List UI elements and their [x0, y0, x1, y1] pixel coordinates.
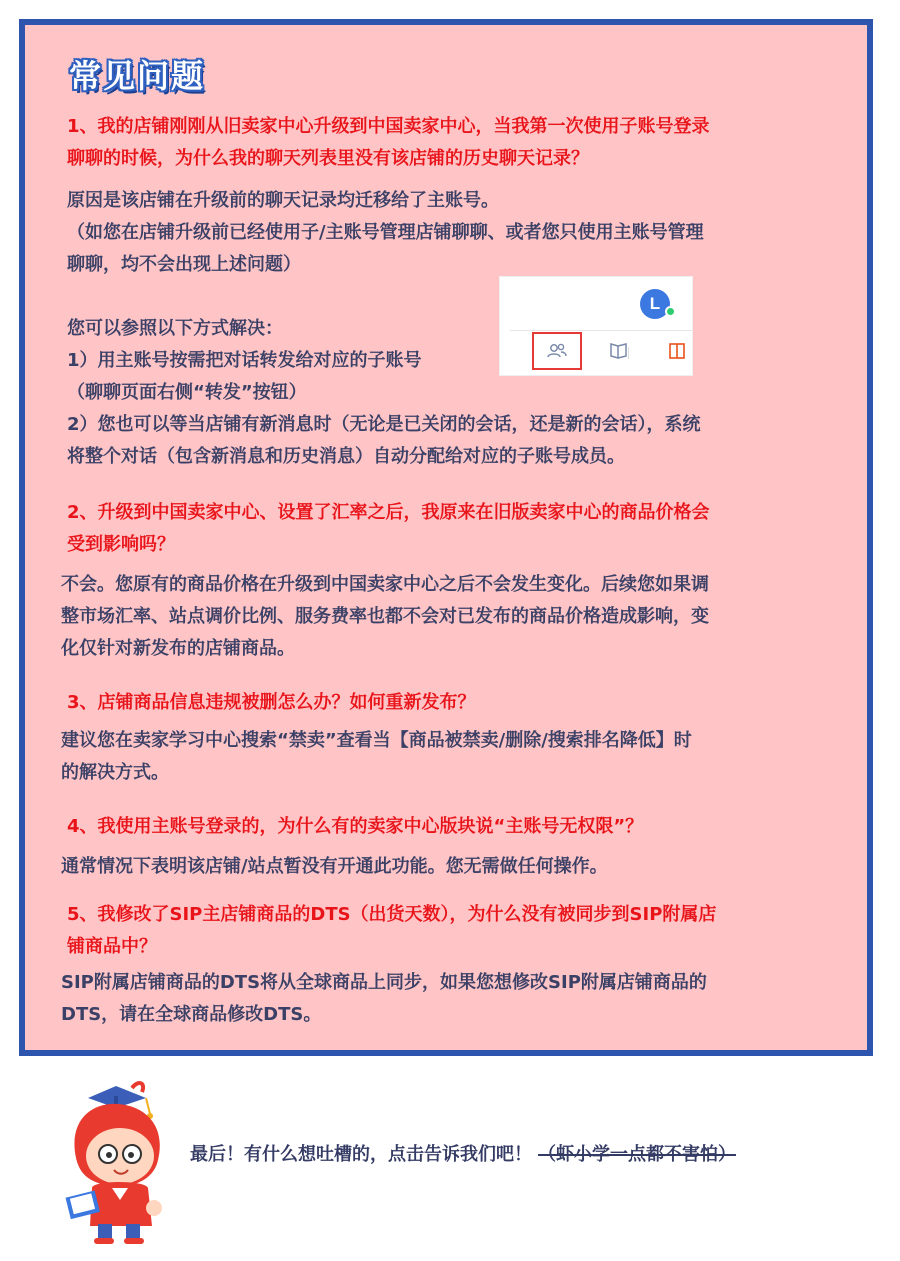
faq-question-4: 4、我使用主账号登录的，为什么有的卖家中心版块说“主账号无权限”？ — [67, 816, 644, 837]
toolbar-separator — [628, 347, 629, 359]
faq-panel — [19, 19, 873, 1056]
faq-answer-4: 通常情况下表明该店铺/站点暂没有开通此功能。您无需做任何操作。 — [61, 856, 608, 877]
faq-answer-1-line-2: （如您在店铺升级前已经使用子/主账号管理店铺聊聊、或者您只使用主账号管理 — [67, 222, 704, 243]
faq-question-2-line-2: 受到影响吗？ — [67, 534, 175, 555]
online-status-dot — [665, 306, 676, 317]
faq-answer-2-line-3: 化仅针对新发布的店铺商品。 — [61, 638, 295, 659]
faq-answer-1-line-3: 聊聊，均不会出现上述问题） — [67, 254, 301, 275]
page-title: 常见问题 — [69, 57, 206, 95]
footer-text: 最后！有什么想吐槽的，点击告诉我们吧！ — [190, 1144, 532, 1165]
faq-answer-3-line-2: 的解决方式。 — [61, 762, 169, 783]
transfer-users-icon[interactable] — [546, 341, 568, 361]
faq-answer-2-line-2: 整市场汇率、站点调价比例、服务费率也都不会对已发布的商品价格造成影响，变 — [61, 606, 709, 627]
faq-solution-line-2: 1）用主账号按需把对话转发给对应的子账号 — [67, 350, 422, 371]
footer-message[interactable] — [190, 1140, 736, 1166]
faq-solution-line-3: （聊聊页面右侧“转发”按钮） — [67, 382, 307, 403]
book-icon[interactable] — [608, 341, 630, 361]
faq-question-5-line-2: 铺商品中？ — [67, 936, 157, 957]
faq-question-5-line-1: 5、我修改了SIP主店铺商品的DTS（出货天数），为什么没有被同步到SIP附属店 — [67, 904, 717, 925]
faq-answer-5-line-1: SIP附属店铺商品的DTS将从全球商品上同步，如果您想修改SIP附属店铺商品的 — [61, 972, 707, 993]
faq-question-3: 3、店铺商品信息违规被删怎么办？如何重新发布？ — [67, 692, 476, 713]
faq-answer-2-line-1: 不会。您原有的商品价格在升级到中国卖家中心之后不会发生变化。后续您如果调 — [61, 574, 709, 595]
faq-answer-1-line-1: 原因是该店铺在升级前的聊天记录均迁移给了主账号。 — [67, 190, 499, 211]
user-avatar: L — [640, 289, 670, 319]
shopee-mascot-illustration — [62, 1076, 170, 1246]
faq-answer-5-line-2: DTS，请在全球商品修改DTS。 — [61, 1004, 322, 1025]
faq-answer-3-line-1: 建议您在卖家学习中心搜索“禁卖”查看当【商品被禁卖/删除/搜索排名降低】时 — [61, 730, 692, 751]
faq-question-1-line-1: 1、我的店铺刚刚从旧卖家中心升级到中国卖家中心，当我第一次使用子账号登录 — [67, 116, 710, 137]
faq-question-1-line-2: 聊聊的时候，为什么我的聊天列表里没有该店铺的历史聊天记录？ — [67, 148, 589, 169]
faq-solution-line-4: 2）您也可以等当店铺有新消息时（无论是已关闭的会话，还是新的会话），系统 — [67, 414, 701, 435]
toolbar-divider — [510, 330, 692, 331]
faq-solution-line-5: 将整个对话（包含新消息和历史消息）自动分配给对应的子账号成员。 — [67, 446, 625, 467]
faq-solution-line-1: 您可以参照以下方式解决： — [67, 318, 283, 339]
panel-toggle-icon[interactable] — [666, 341, 688, 361]
footer-strikethrough-text: （虾小学一点都不害怕） — [538, 1144, 736, 1165]
faq-question-2-line-1: 2、升级到中国卖家中心、设置了汇率之后，我原来在旧版卖家中心的商品价格会 — [67, 502, 710, 523]
chat-toolbar-screenshot — [499, 276, 693, 376]
